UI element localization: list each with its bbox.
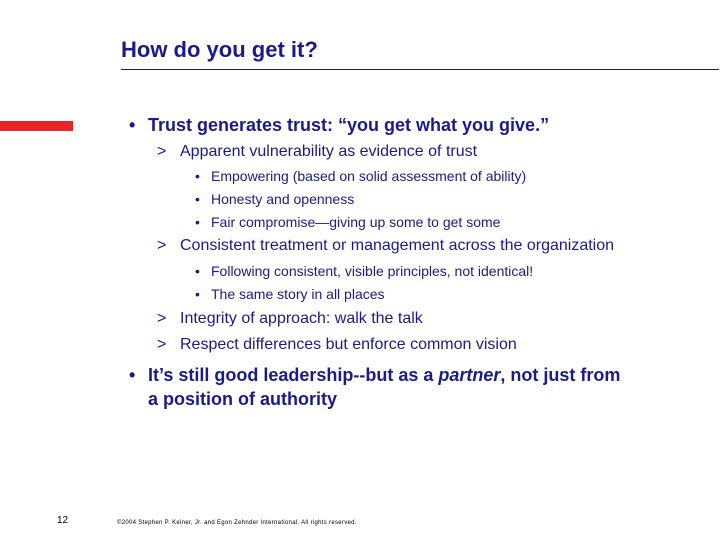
bullet-1 — [129, 115, 550, 136]
bullet-2-line-2: a position of authority — [148, 389, 337, 409]
subbullet-1-2-text: Consistent treatment or management across the organization — [180, 237, 615, 254]
item-mark: • — [195, 214, 200, 230]
item-1-2-2 — [195, 286, 385, 302]
subbullet-mark: > — [157, 237, 167, 254]
bullet-mark: • — [129, 365, 136, 385]
item-1-1-1-text: Empowering (based on solid assessment of ability) — [211, 168, 527, 184]
item-mark: • — [195, 168, 200, 184]
page-number: 12 — [57, 515, 69, 526]
bullet-2 — [129, 363, 621, 411]
bullet-mark: • — [129, 115, 136, 135]
subbullet-1-1 — [157, 143, 478, 161]
item-1-2-2-text: The same story in all places — [211, 286, 385, 302]
subbullet-1-4 — [157, 336, 517, 354]
subbullet-1-3-text: Integrity of approach: walk the talk — [180, 310, 423, 327]
item-1-1-3-text: Fair compromise—giving up some to get some — [211, 214, 501, 230]
item-1-1-3 — [195, 214, 501, 230]
bullet-2-text-a: It’s still good leadership--but as a — [148, 365, 439, 385]
item-mark: • — [195, 286, 200, 302]
bullet-2-emphasis: partner — [438, 365, 501, 385]
subbullet-1-4-text: Respect differences but enforce common vision — [180, 336, 517, 353]
subbullet-mark: > — [157, 143, 167, 160]
subbullet-1-2 — [157, 237, 615, 255]
bullet-1-text: Trust generates trust: “you get what you give.” — [148, 115, 550, 135]
item-1-1-2 — [195, 191, 355, 207]
bullet-2-line-1 — [148, 363, 620, 387]
bullet-2-text-b: , not just from — [500, 365, 621, 385]
item-1-1-2-text: Honesty and openness — [211, 191, 355, 207]
accent-bar — [0, 121, 73, 131]
item-1-2-1-text: Following consistent, visible principles, not identical! — [211, 263, 534, 279]
subbullet-1-3 — [157, 310, 423, 328]
item-mark: • — [195, 191, 200, 207]
subbullet-mark: > — [157, 336, 167, 353]
item-1-1-1 — [195, 168, 527, 184]
page-title: How do you get it? — [121, 37, 318, 62]
item-mark: • — [195, 263, 200, 279]
copyright-notice: ©2004 Stephen P. Keiner, Jr. and Egon Zehnder International. All rights reserved. — [117, 520, 357, 526]
item-1-2-1 — [195, 263, 534, 279]
subbullet-mark: > — [157, 310, 167, 327]
title-rule — [121, 69, 719, 70]
subbullet-1-1-text: Apparent vulnerability as evidence of trust — [180, 143, 478, 160]
